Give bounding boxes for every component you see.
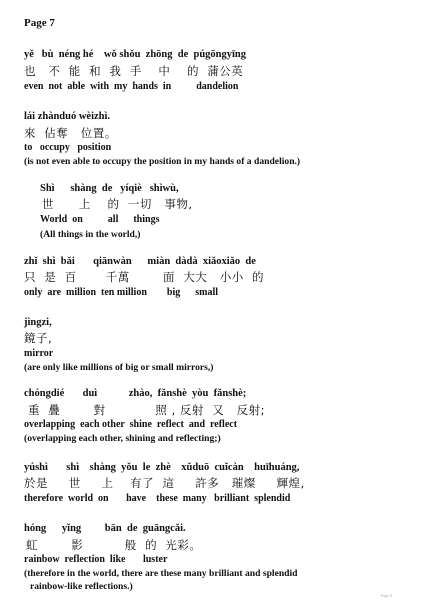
hanzi-line: 來 佔奪 位置。 — [24, 126, 117, 140]
hanzi-line: 虹 影 般 的 光彩。 — [26, 538, 202, 552]
translation-line: (is not even able to occupy the position in my hands of a dandelion.) — [24, 156, 301, 167]
english-gloss-line: mirror — [24, 348, 54, 359]
hanzi-line: 重 疊 對 照 , 反射 又 反射; — [28, 403, 266, 417]
pinyin-line: lái zhànduó wèizhì. — [24, 111, 111, 122]
english-gloss-line: World on all things — [40, 214, 160, 225]
pinyin-line: Shì shàng de yíqiè shìwù, — [40, 183, 179, 194]
english-gloss-line: rainbow reflection like luster — [24, 554, 168, 565]
translation-line: (therefore in the world, there are these many brilliant and splendid — [24, 568, 298, 579]
pinyin-line: zhǐ shì bǎi qiānwàn miàn dàdà xiǎoxiǎo de — [24, 256, 256, 267]
page-footer: Page 8 — [381, 593, 392, 598]
english-gloss-line: to occupy position — [24, 142, 112, 153]
english-gloss-line: even not able with my hands in dandelion — [24, 81, 239, 92]
english-gloss-line: only are million ten million big small — [24, 287, 218, 298]
hanzi-line: 也 不 能 和 我 手 中 的 蒲公英 — [24, 64, 244, 78]
translation-line-continued: rainbow-like reflections.) — [30, 581, 133, 592]
english-gloss-line: therefore world on have these many brilliant splendid — [24, 493, 291, 504]
hanzi-line: 只 是 百 千萬 面 大大 小小 的 — [24, 270, 265, 284]
pinyin-line: yúshì shì shàng yǒu le zhè xǔduō cuǐcàn huīhuáng, — [24, 462, 300, 473]
translation-line: (are only like millions of big or small mirrors,) — [24, 362, 214, 373]
pinyin-line: yě bù néng hé wǒ shǒu zhōng de púgōngyīng — [24, 49, 247, 60]
hanzi-line: 世 上 的 一切 事物, — [42, 197, 193, 211]
english-gloss-line: overlapping each other shine reflect and reflect — [24, 419, 238, 430]
pinyin-line: chóngdié duì zhào, fǎnshè yòu fǎnshè; — [24, 388, 247, 399]
pinyin-line: jìngzi, — [24, 317, 52, 328]
hanzi-line: 於是 世 上 有了 這 許多 璀燦 輝煌, — [24, 476, 305, 490]
translation-line: (All things in the world,) — [40, 229, 141, 240]
translation-line: (overlapping each other, shining and reflecting;) — [24, 433, 221, 444]
pinyin-line: hóng yǐng bān de guāngcǎi. — [24, 523, 186, 534]
hanzi-line: 鏡子, — [24, 331, 53, 345]
page-header: Page 7 — [24, 17, 55, 29]
